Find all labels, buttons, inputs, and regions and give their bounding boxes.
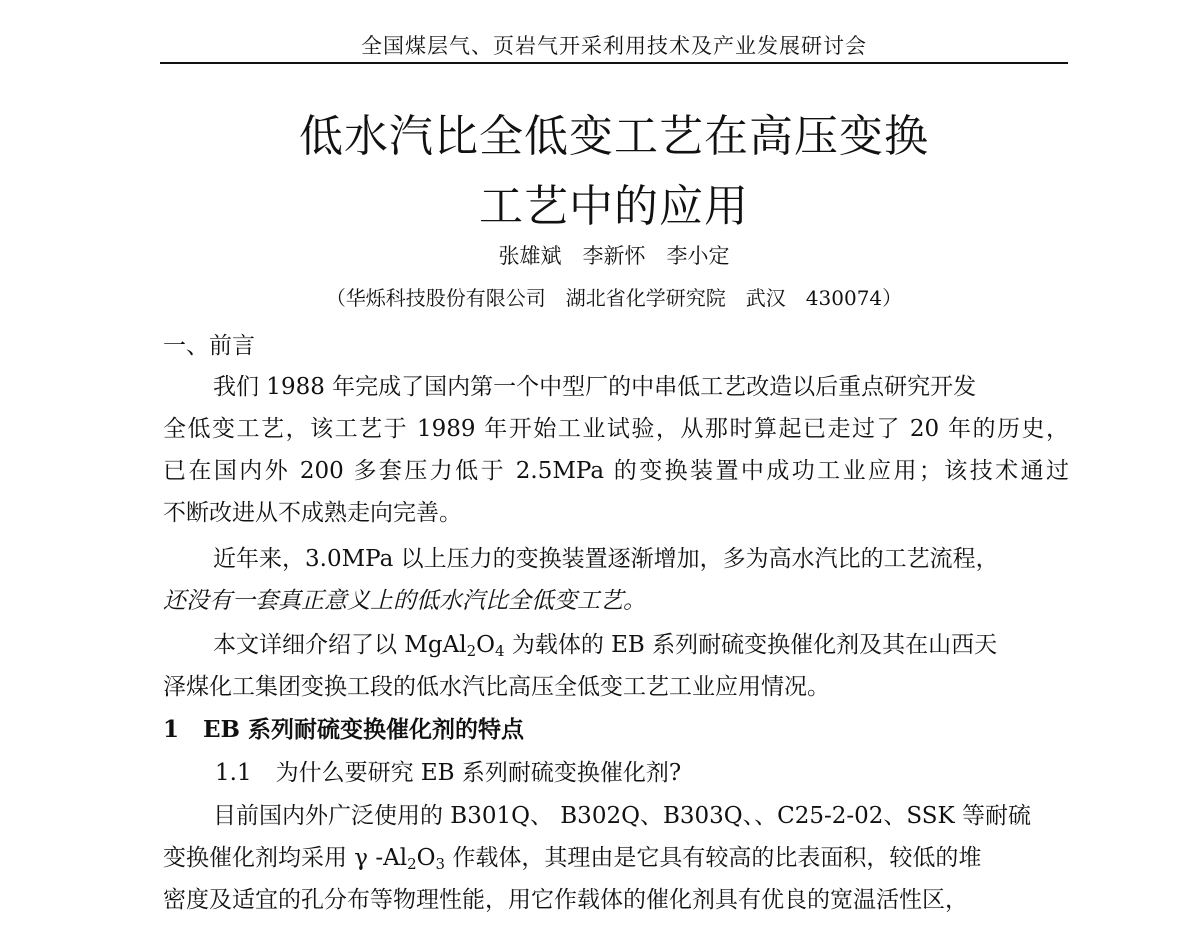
header-rule <box>160 62 1068 64</box>
subsection-number: 1.1 <box>215 760 252 786</box>
subscript: 4 <box>494 642 505 660</box>
paragraph-line: 近年来，3.0MPa 以上压力的变换装置逐渐增加，多为高水汽比的工艺流程， <box>213 546 999 572</box>
text-span: O <box>416 845 436 871</box>
text-span: O <box>476 632 495 658</box>
paragraph-line: 泽煤化工集团变换工段的低水汽比高压全低变工艺工业应用情况。 <box>163 674 830 700</box>
subsection-title: 为什么要研究 EB 系列耐硫变换催化剂? <box>275 760 682 786</box>
section-heading-intro: 一、前言 <box>163 333 255 359</box>
running-header: 全国煤层气、页岩气开采利用技术及产业发展研讨会 <box>361 34 867 58</box>
paragraph-line: 已在国内外 200 多套压力低于 2.5MPa 的变换装置中成功工业应用；该技术通过 <box>163 458 1069 484</box>
paragraph-line: 全低变工艺，该工艺于 1989 年开始工业试验，从那时算起已走过了 20 年的历史， <box>163 416 1069 442</box>
subsection-heading-1-1 <box>215 754 681 787</box>
paper-title-line-2: 工艺中的应用 <box>479 181 749 232</box>
subscript: 3 <box>435 855 446 873</box>
text-span: 作载体，其理由是它具有较高的比表面积，较低的堆 <box>445 845 982 871</box>
paper-title-line-1: 低水汽比全低变工艺在高压变换 <box>299 111 929 162</box>
paragraph-line-italic: 还没有一套真正意义上的低水汽比全低变工艺。 <box>163 588 646 614</box>
section-number: 1 <box>163 716 180 743</box>
paragraph-line: 我们 1988 年完成了国内第一个中型厂的中串低工艺改造以后重点研究开发 <box>213 374 977 400</box>
paragraph-line: 密度及适宜的孔分布等物理性能，用它作载体的催化剂具有优良的宽温活性区， <box>163 887 968 913</box>
subscript: 2 <box>407 855 417 873</box>
paragraph-line <box>163 839 981 872</box>
text-span: 变换催化剂均采用 γ -Al <box>163 845 408 871</box>
authors: 张雄斌 李新怀 李小定 <box>498 244 730 268</box>
text-span: 本文详细介绍了以 MgAl <box>213 632 467 658</box>
section-title: EB 系列耐硫变换催化剂的特点 <box>203 716 524 743</box>
text-span: 为载体的 EB 系列耐硫变换催化剂及其在山西天 <box>504 632 998 658</box>
paragraph-line: 不断改进从不成熟走向完善。 <box>163 500 462 526</box>
paragraph-line: 目前国内外广泛使用的 B301Q、 B302Q、B303Q、、C25-2-02、SSK 等耐硫 <box>213 803 1032 829</box>
paragraph-line <box>213 626 997 659</box>
affiliation: （华烁科技股份有限公司 湖北省化学研究院 武汉 430074） <box>325 286 903 310</box>
section-heading-1 <box>163 711 524 744</box>
subscript: 2 <box>466 642 477 660</box>
